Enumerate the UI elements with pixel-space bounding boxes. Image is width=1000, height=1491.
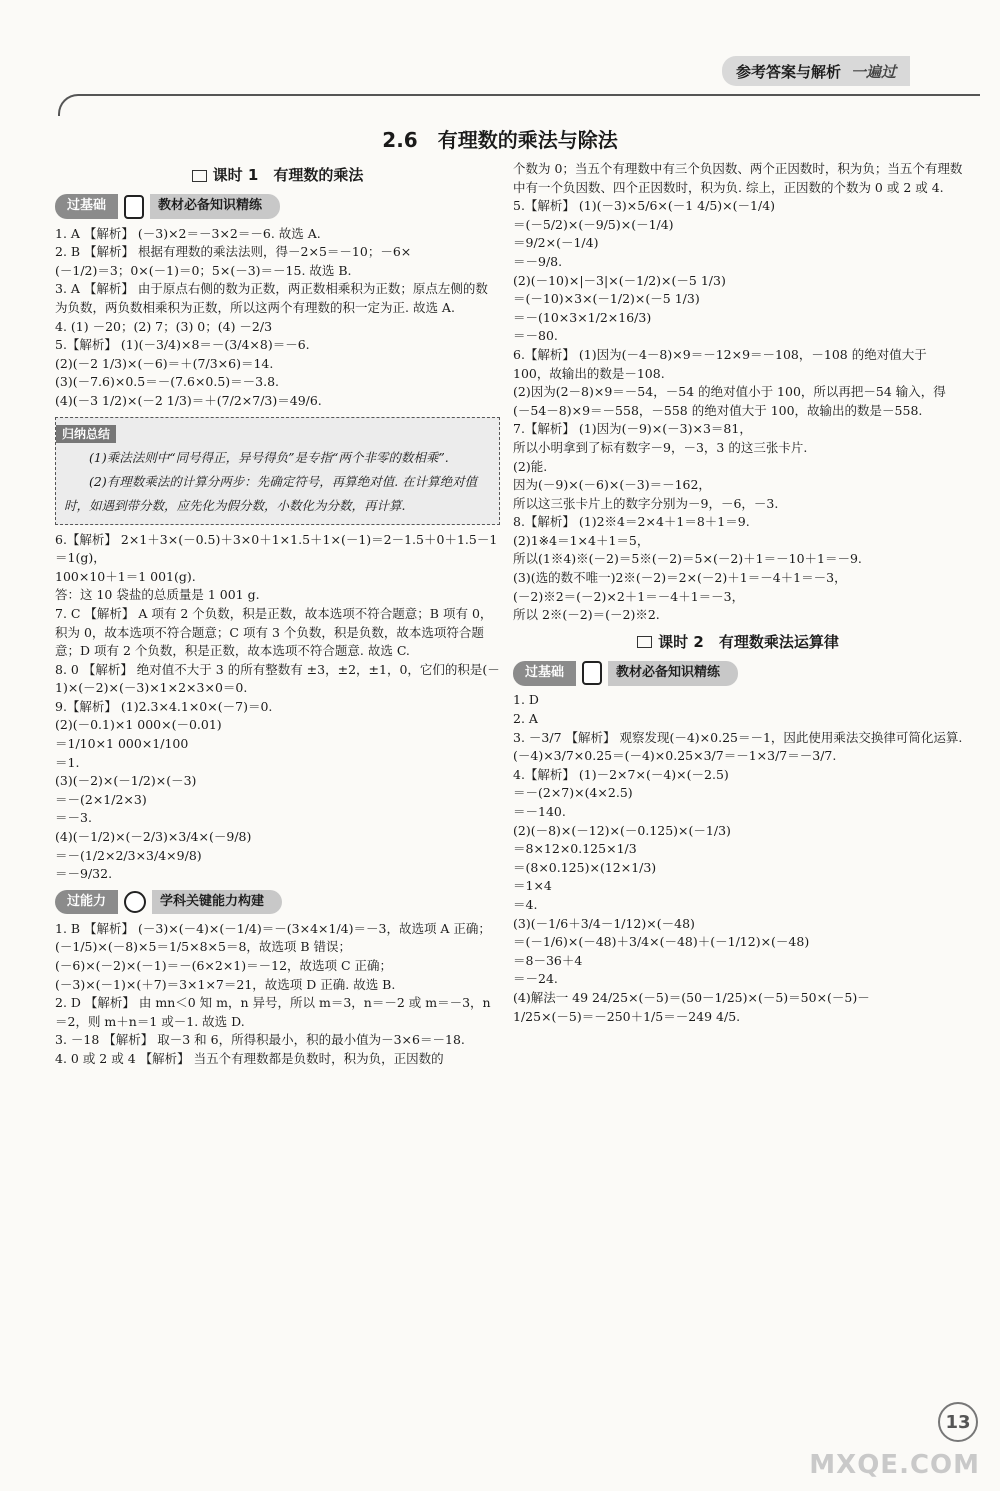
answer-line: ＝1/10×1 000×1/100 [55,736,189,752]
answer-line: ＝－(10×3×1/2×16/3) [513,309,652,325]
answer-line: 5.【解析】 (1)(－3)×5/6×(－1 4/5)×(－1/4) [513,198,776,214]
band-text: 教材必备知识精练 [608,661,738,686]
answer-line: ＝8－36＋4 [513,952,583,968]
answer-line: 8. 0 【解析】 绝对值不大于 3 的所有整数有 ±3，±2，±1，0，它们的积是(－1)×(－2)×(－3)×1×2×3×0＝0. [55,661,500,696]
header-label: 参考答案与解析 [736,62,842,81]
answer-line: 3. －18 【解析】 取－3 和 6，所得积最小，积的最小值为－3×6＝－18. [55,1032,465,1048]
notebook-icon [124,195,144,219]
answer-line: 1. B 【解析】 (－3)×(－4)×(－1/4)＝－(3×4×1/4)＝－3，故选项 A 正确；(－1/5)×(－8)×5＝1/5×8×5＝8，故选项 B 错误； [55,920,491,955]
answer-line: 7.【解析】 (1)因为(－9)×(－3)×3＝81， [513,421,752,437]
answer-line: ＝(－1/6)×(－48)＋3/4×(－48)＋(－1/12)×(－48) [513,934,810,950]
answer-line: 1. D [513,692,539,708]
answer-line: ＝－(1/2×2/3×3/4×9/8) [55,847,202,863]
answer-line: 所以这三张卡片上的数字分别为－9，－6，－3. [513,495,779,511]
answer-line: ＝－(2×1/2×3) [55,791,147,807]
answer-line: 个数为 0；当五个有理数中有三个负因数、两个正因数时，积为负；当五个有理数中有一个负因数、四个正因数时，积为负. 综上，正因数的个数为 0 或 2 或 4. [513,161,963,195]
answer-line: 2. A [513,711,538,727]
right-column [513,160,963,1026]
answer-line: (2)因为(2－8)×9＝－54，－54 的绝对值小于 100，所以再把－54 输入，得(－54－8)×9＝－558，－558 的绝对值大于 100，故输出的数是－558. [513,384,946,418]
section-band [55,195,500,219]
answer-line: 100×10＋1＝1 001(g). [55,568,196,584]
answer-line: 4. (1) －20；(2) 7；(3) 0；(4) －2/3 [55,318,273,334]
answer-line: ＝－(2×7)×(4×2.5) [513,785,633,801]
answer-line: 因为(－9)×(－6)×(－3)＝－162， [513,477,711,493]
answer-line: (3)(－2)×(－1/2)×(－3) [55,773,197,789]
watermark: MXQE.COM [809,1450,980,1480]
answer-line: ＝8×12×0.125×1/3 [513,841,637,857]
answer-line: 3. A 【解析】 由于原点右侧的数为正数，两正数相乘积为正数；原点左侧的数为负数，两负数相乘积为正数，所以这两个有理数的积一定为正. 故选 A. [55,281,488,315]
answer-line: 6.【解析】 (1)因为(－4－8)×9＝－12×9＝－108，－108 的绝对值大于 100，故输出的数是－108. [513,346,927,381]
section-band [55,890,500,914]
answer-line: ＝(－5/2)×(－9/5)×(－1/4) [513,216,674,232]
answer-line: (－2)※2＝(－2)×2＋1＝－4＋1＝－3， [513,588,745,604]
answer-line: (2)(－8)×(－12)×(－0.125)×(－1/3) [513,822,731,838]
answer-line: 9.【解析】 (1)2.3×4.1×0×(－7)＝0. [55,698,273,714]
answer-line: 2. D 【解析】 由 mn＜0 知 m，n 异号，所以 m＝3，n＝－2 或 m＝－3，n＝2，则 m＋n＝1 或－1. 故选 D. [55,995,491,1029]
answer-line: ＝1. [55,754,80,770]
book-icon [637,636,652,648]
page-number: 13 [938,1402,978,1442]
section-band [513,661,963,685]
answer-line: 4.【解析】 (1)－2×7×(－4)×(－2.5) [513,766,729,782]
answer-line: (－1/2)＝3；0×(－1)＝0；5×(－3)＝－15. 故选 B. [55,262,352,278]
answer-line: 2. B 【解析】 根据有理数的乘法法则，得－2×5＝－10；－6× [55,244,412,260]
answer-line: 4. 0 或 2 或 4 【解析】 当五个有理数都是负数时，积为负，正因数的 [55,1050,444,1066]
answer-line: ＝－9/32. [55,866,113,882]
answer-line: ＝1×4 [513,878,552,894]
answer-line: 7. C 【解析】 A 项有 2 个负数，积是正数，故本选项不符合题意；B 项有 0，积为 0，故本选项不符合题意；C 项有 3 个负数，积是负数，故本选项符合题意；D 项有 2 个负数，积是正数，故本选项不符合题意. 故选 C. [55,605,493,659]
summary-box [55,417,500,525]
answer-line: 答：这 10 袋盐的总质量是 1 001 g. [55,587,260,603]
answer-line: (2)(－2 1/3)×(－6)＝＋(7/3×6)＝14. [55,355,274,371]
answer-line: (2)(－0.1)×1 000×(－0.01) [55,717,222,733]
answer-line: 6.【解析】 2×1＋3×(－0.5)＋3×0＋1×1.5＋1×(－1)＝2－1.5＋0＋1.5－1＝1(g)， [55,531,498,566]
answer-line: 所以(1※4)※(－2)＝5※(－2)＝5×(－2)＋1＝－10＋1＝－9. [513,551,862,567]
answer-line: (－6)×(－2)×(－1)＝－(6×2×1)＝－12，故选项 C 正确； [55,958,393,973]
band-tag: 过能力 [55,890,118,915]
summary-point: (1)乘法法则中“同号得正，异号得负”是专指“两个非零的数相乘”. [89,449,449,465]
answer-line: (4)解法一 49 24/25×(－5)＝(50－1/25)×(－5)＝50×(－5)－ [513,989,870,1005]
brand-logo: 一遍过 [851,62,897,81]
answer-line: 所以小明拿到了标有数字－9，－3，3 的这三张卡片. [513,439,808,455]
notebook-icon [582,661,602,685]
answer-line: (3)(选的数不唯一)2※(－2)＝2×(－2)＋1＝－4＋1＝－3， [513,570,847,586]
answer-line: (－3)×(－1)×(＋7)＝3×1×7＝21，故选项 D 正确. 故选 B. [55,976,396,992]
answer-line: (3)(－1/6＋3/4－1/12)×(－48) [513,915,695,931]
band-tag: 过基础 [513,661,576,686]
answer-line: ＝－140. [513,804,566,819]
answer-line: 1/25×(－5)＝－250＋1/5＝－249 4/5. [513,1008,741,1024]
answer-line: ＝－9/8. [513,253,563,269]
answer-line: 5.【解析】 (1)(－3/4)×8＝－(3/4×8)＝－6. [55,337,310,353]
page-title: 2.6 有理数的乘法与除法 [382,128,618,152]
answer-line: 3. －3/7 【解析】 观察发现(－4)×0.25＝－1，因此使用乘法交换律可简化运算. (－4)×3/7×0.25＝(－4)×0.25×3/7＝－1×3/7＝－3/7. [513,729,963,764]
header-rule [58,94,980,116]
answer-line: (2)1※4＝1×4＋1＝5， [513,532,650,548]
answer-line: ＝－24. [513,971,558,987]
band-text: 学科关键能力构建 [152,890,282,915]
answer-line: 所以 2※(－2)＝(－2)※2. [513,607,660,623]
answer-line: (4)(－1/2)×(－2/3)×3/4×(－9/8) [55,829,252,845]
lesson-heading: 课时 1 有理数的乘法 [55,166,500,185]
answer-line: (2)能. [513,458,548,474]
summary-tag: 归纳总结 [56,425,116,443]
left-column [55,158,500,1069]
book-icon [192,170,207,182]
lesson-heading: 课时 2 有理数乘法运算律 [513,633,963,652]
medal-icon [124,891,146,913]
band-text: 教材必备知识精练 [150,194,280,219]
page-header [722,56,910,86]
answer-line: 1. A 【解析】 (－3)×2＝－3×2＝－6. 故选 A. [55,225,321,241]
summary-point: (2)有理数乘法的计算分两步：先确定符号，再算绝对值. 在计算绝对值时，如遇到带分数，应先化为假分数，小数化为分数，再计算. [64,473,478,513]
answer-line: ＝9/2×(－1/4) [513,235,599,251]
answer-line: (4)(－3 1/2)×(－2 1/3)＝＋(7/2×7/3)＝49/6. [55,392,322,408]
answer-line: ＝4. [513,896,538,912]
band-tag: 过基础 [55,194,118,219]
answer-line: ＝－80. [513,328,558,344]
answer-line: 8.【解析】 (1)2※4＝2×4＋1＝8＋1＝9. [513,514,750,530]
answer-line: (3)(－7.6)×0.5＝－(7.6×0.5)＝－3.8. [55,374,280,390]
answer-line: (2)(－10)×|－3|×(－1/2)×(－5 1/3) [513,272,726,288]
answer-line: ＝(－10)×3×(－1/2)×(－5 1/3) [513,291,700,307]
answer-line: ＝－3. [55,810,92,826]
answer-line: ＝(8×0.125)×(12×1/3) [513,859,657,875]
